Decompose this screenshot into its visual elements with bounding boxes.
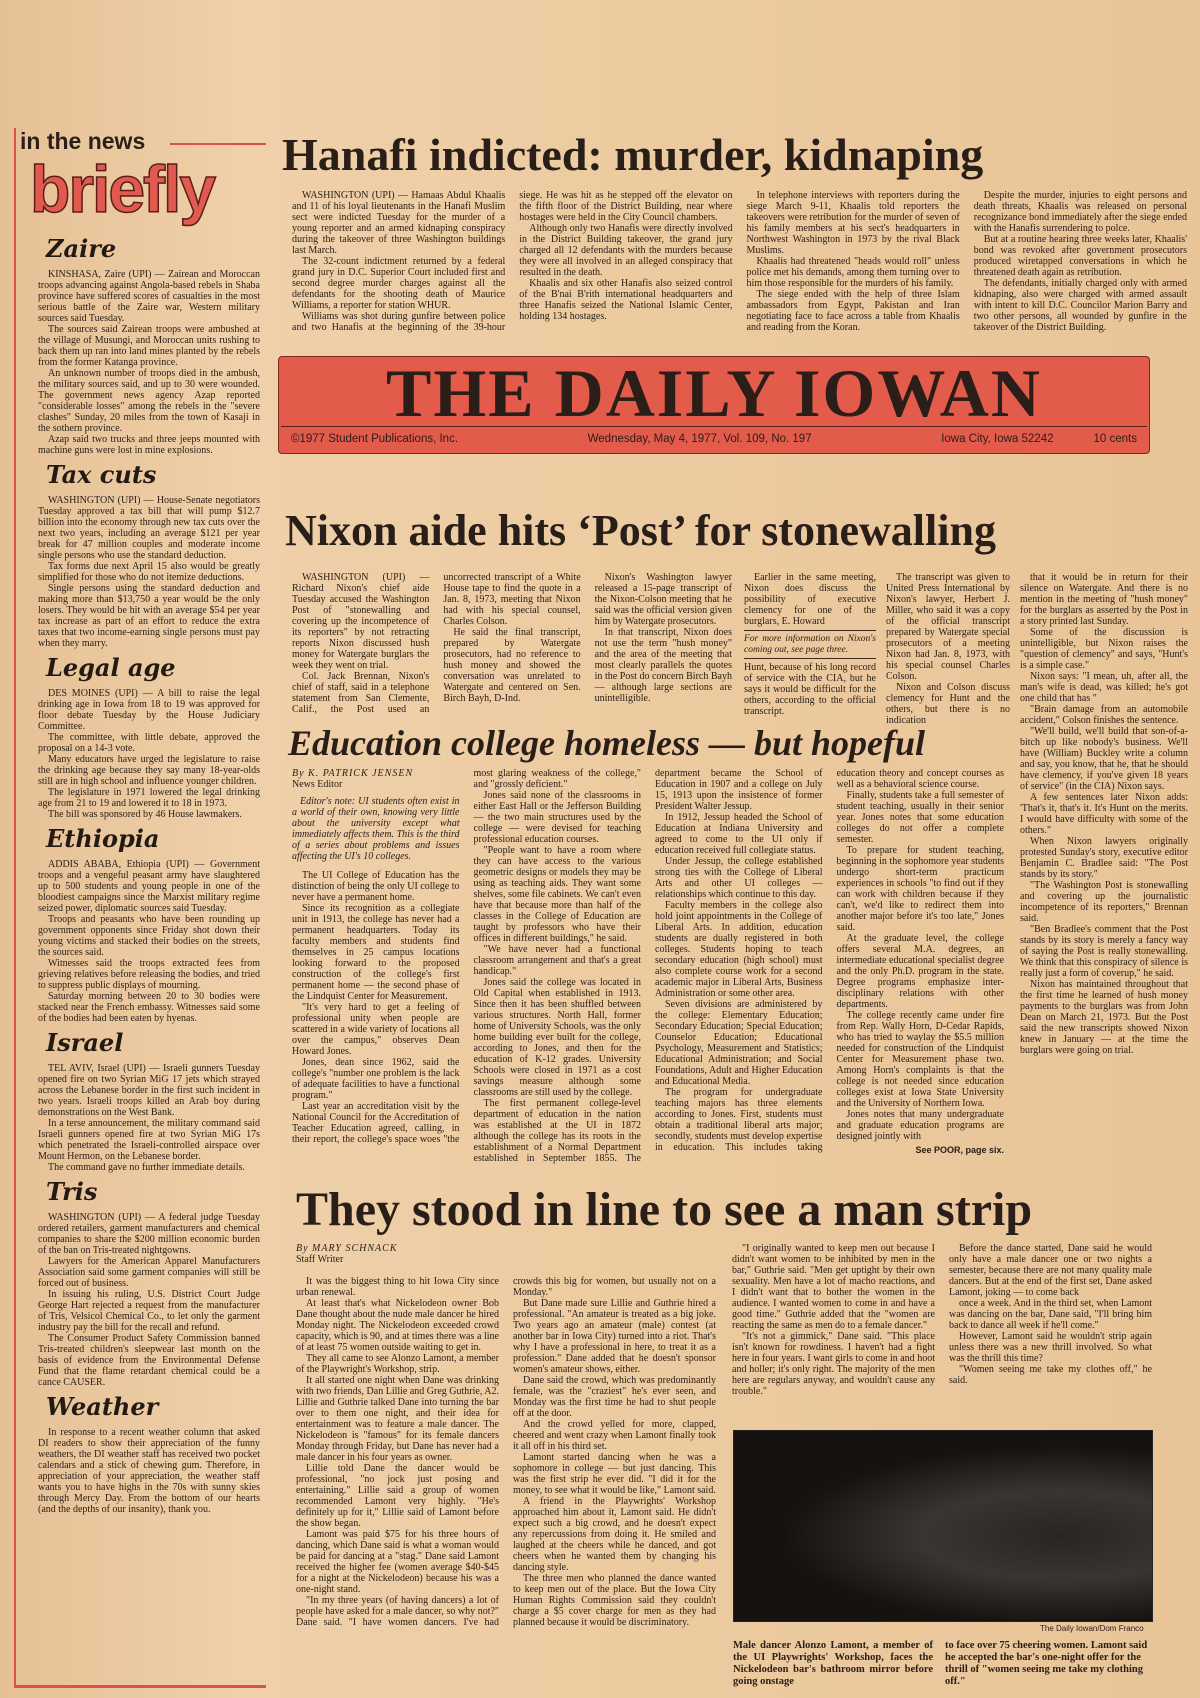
education-byline-title: News Editor [292,779,343,790]
education-article [292,768,1004,1164]
paragraph: "I originally wanted to keep men out because I didn't want women to be inhibited by men in the bar," Guthrie said. "Men get uptight by their own sexuality. Men have a lot of macho reactions, and I didn't want that to bother the women in the audience. I wanted women to come in and have a good time." Guthrie added that the "women are reacting the same as men do to a female dancer." [732,1243,935,1331]
paragraph: The first permanent college-level department of education in the nation was established at the UI in 1872 although the college has its roots in the establishment of a Normal Department established in September 1855. The department became the School of Education in 1907 and a college on July 15, 1913 upon the insistence of former President Walter Jessup. [473,768,823,1164]
strip-byline-title: Staff Writer [296,1254,344,1265]
paragraph: Dane said the crowd, which was predominantly female, was the "craziest" he's ever seen, and Monday was the first time he had to shut people off at the door. [513,1375,716,1419]
paragraph: "Ben Bradlee's comment that the Post stands by its story is merely a fancy way of saying the Post is really stonewalling. We think that this conspiracy of silence is really just a form of coverup," he said. [1020,924,1188,979]
paragraph: Nixon has maintained throughout that the first time he learned of hush money payments to the burglars was from John Dean on March 21, 1973. But the Post said the new transcripts showed Nixon knew in January — at the time the burglars were going on trial. [1020,979,1188,1056]
paragraph: Faculty members in the college also hold joint appointments in the College of Liberal Arts. In addition, education students are dually registered in both colleges. Students hoping to teach secondary education (high school) must also complete course work for a second academic major in Liberal Arts, Business Administration or some other area. [655,900,823,999]
paragraph: that it would be in return for their silence on Watergate. And there is no mention in the meeting of "hush money" for the burglars as asserted by the Post in a story printed last Sunday. [1020,572,1188,627]
hanafi-headline: Hanafi indicted: murder, kidnaping [282,129,984,180]
paragraph: Many educators have urged the legislature to raise the drinking age because they say many 18-year-olds still are in high school and influence younger children. [38,754,260,787]
paragraph: WASHINGTON (UPI) — Hamaas Abdul Khaalis and 11 of his loyal lieutenants in the Hanafi Muslim sect were indicted Tuesday for the murder of a young reporter and an armed kidnaping conspiracy during the takeover of three Washington buildings last March. [292,190,506,256]
photo-male-dancer [733,1430,1153,1622]
paragraph: But at a routine hearing three weeks later, Khaalis' bond was revoked after government prosecutors produced wiretapped conversations in which he threatened death again as retribution. [973,234,1187,278]
paragraph: Jones said none of the classrooms in either East Hall or the Jefferson Building — the two main structures used by the college — were devised for teaching professional education courses. [473,790,641,845]
sidebar-title: briefly [30,152,215,226]
brief-story [38,269,260,456]
paragraph: Some of the discussion is unintelligible, but Nixon raises the "question of clemency" and says, "Hunt's is a simple case." [1020,627,1188,671]
paragraph: Although only two Hanafis were directly involved in the District Building takeover, the grand jury charged all 12 defendants with the murders because they were all involved in an alleged conspiracy that resulted in the death. [519,223,733,278]
paragraph: They all came to see Alonzo Lamont, a member of the Playwright's Workshop, strip. [296,1353,499,1375]
masthead-copyright: ©1977 Student Publications, Inc. [291,433,459,445]
paragraph: KINSHASA, Zaire (UPI) — Zairean and Moroccan troops advancing against Angola-based rebels in Shaba province have suffered scores of casualties in the most serious battle of the Zaire war, Western military sources said Tuesday. [38,269,260,324]
strip-article-end [732,1243,1152,1397]
paragraph: The UI College of Education has the distinction of being the only UI college to never have a permanent home. [292,870,460,903]
paragraph: Since its recognition as a collegiate unit in 1913, the college has never had a permanent headquarters. Today its faculty members and students find themselves in 25 campus locations looking forward to the proposed construction of the college's first permanent home — the second phase of the Lindquist Center for Measurement. [292,903,460,1002]
paragraph: The command gave no further immediate details. [48,1162,245,1173]
paragraph: Saturday morning between 20 to 30 bodies were stacked near the French embassy. Witnesses said some of the bodies had been eaten by hyenas. [38,991,260,1024]
brief-heading: Legal age [46,653,176,682]
paragraph: "We'll build, we'll build that son-of-a-bitch up like nobody's business. We'll have (William) Buckley write a column and say, you know, that he, that he should have clemency, if you've given 18 years of service" (in the CIA) Nixon says. [1020,726,1188,792]
paragraph: When Nixon lawyers originally protested Sunday's story, executive editor Benjamin C. Bradlee said: "The Post stands by its story." [1020,836,1188,880]
paragraph: In issuing his ruling, U.S. District Court Judge George Hart rejected a request from the manufacturer of Tris, Velsicol Chemical Co., to let only the garment industry pay the bill for the recall and refund. [38,1289,260,1333]
nixon-continued [744,572,876,627]
paragraph: Nixon and Colson discuss clemency for Hunt and the others, but there is no indication [886,682,1010,726]
paragraph: The committee, with little debate, approved the proposal on a 14-3 vote. [38,732,260,754]
editors-note: Editor's note: UI students often exist in a world of their own, knowing very little about the university except what immediately affects them. This is the third of a series about problems and issues affecting the UI's 10 colleges. [292,796,460,862]
masthead [278,356,1150,454]
divider [744,630,876,631]
paragraph: In a terse announcement, the military command said Israeli gunners opened fire at two Syrian MiG 17s which penetrated the Israeli-controlled airspace over Mount Hermon, on the Lebanese border. [38,1118,260,1162]
paragraph: Under Jessup, the college established strong ties with the College of Liberal Arts and other UI colleges — relationships which continue to this day. [655,856,823,900]
paragraph: "Brain damage from an automobile accident," Colson finishes the sentence. [1020,704,1188,726]
nixon-headline: Nixon aide hits ‘Post’ for stonewalling [285,506,996,555]
paragraph: once a week. And in the third set, when Lamont was dancing on the bar, Dane said, "I'll bring him back to dance all week if he'll come." [949,1298,1152,1331]
paragraph: In that transcript, Nixon does not use the term "hush money" and the area of the meeting that most clearly parallels the quotes in the Post do concern Birch Bayh — although large sections are unintelligible. [594,627,732,704]
brief-story [38,1212,260,1388]
nixon-article-part3 [886,572,1010,726]
education-byline: By K. PATRICK JENSEN [292,768,414,779]
paragraph: The sources said Zairean troops were ambushed at the village of Musungi, and Moroccan units rushing to back them up ran into land mines planted by the rebels from the former Katanga province. [38,324,260,368]
brief-story [38,1427,260,1515]
kicker-rule [170,143,266,145]
nixon-sidenote: For more information on Nixon's coming out, see page three. [744,634,876,655]
nixon-article-part2 [744,572,876,717]
paragraph: It all started one night when Dane was drinking with two friends, Dan Lillie and Greg Guthrie, A2. Lillie and Guthrie talked Dane into turning the bar over to them one night, and their idea for entertainment was to feature a male dancer. The Nickelodeon is "famous" for its female dancers Monday through Friday, but Dane has never had a male dancer in his four years as owner. [296,1375,500,1463]
paragraph: However, Lamont said he wouldn't strip again unless there was a new thrill involved. So what was the thrill this time? [949,1331,1152,1364]
paragraph: Despite the murder, injuries to eight persons and death threats, Khaalis was released on personal recognizance bond immediately after the siege ended with the Hanafis surrendering to polce. [973,190,1187,234]
strip-byline: By MARY SCHNACK [296,1243,398,1254]
brief-heading: Tris [46,1177,98,1206]
photo-caption-right: to face over 75 cheering women. Lamont said he accepted the bar's one-night offer for the thrill of "women seeing me take my clothing off." [945,1640,1148,1687]
paragraph: In telephone interviews with reporters during the siege March 9-11, Khaalis told reporters the takeovers were retribution for the murder of seven of his family members at his sect's headquarters in Northwest Washington in 1973 by the rival Black Muslims. [746,190,960,256]
paragraph: Last year an accreditation visit by the National Council for the Accreditation of Teacher Education agreed, calling, in their report, the college's space woes "the most glaring weakness of the college," and "grossly deficient." [292,768,641,1145]
paragraph: Nixon's Washington lawyer released a 15-page transcript of the Nixon-Colson meeting that he said was the official version given him by Watergate prosecutors. [594,572,732,627]
hanafi-article [292,190,1187,333]
paragraph: The Consumer Product Safety Commission banned Tris-treated children's sleepwear last month on the basis of evidence from the Environmental Defense Fund that the flame retardant chemical could be a cance CAUSER. [38,1333,260,1388]
paragraph: Hunt, because of his long record of service with the CIA, but he says it would be difficult for the others, according to the official transcript. [744,662,876,717]
paragraph: Witnesses said the troops extracted fees from grieving relatives before releasing the bodies, and tried to suppress public displays of mourning. [38,958,260,991]
paragraph: In 1912, Jessup headed the School of Education at Indiana University and agreed to come to the UI only if education received full collegiate status. [655,812,823,856]
paragraph: Khaalis and six other Hanafis also seized control of the B'nai B'rith international headquarters and three Hanafis seized the National Islamic Center, holding 134 hostages. [519,278,733,322]
masthead-dateline: Wednesday, May 4, 1977, Vol. 109, No. 197 [587,433,812,445]
paragraph: Earlier in the same meeting, Nixon does discuss the possibility of executive clemency for one of the burglars, E. Howard [744,572,876,627]
paragraph: The college recently came under fire from Rep. Wally Horn, D-Cedar Rapids, who has tried to waylay the $5.5 million needed for construction of the Lindquist Center for Measurement phase two. Among Horn's complaints is that the college is not needed since education colleges exist at Iowa State University and the University of Northern Iowa. [836,1010,1004,1109]
paragraph: The legislature in 1971 lowered the legal drinking age from 21 to 19 and lowered it to 18 in 1973. [38,787,260,809]
nixon-article-part1 [292,572,732,715]
paragraph: The siege ended with the help of three Islam ambassadors from Egypt, Pakistan and Iran negotiating face to face across a table from Khaalis and reading from the Koran. [746,289,960,333]
education-headline: Education college homeless — but hopeful [288,723,926,763]
paragraph: Jones said the college was located in Old Capital when established in 1913. Since then it has been shuffled between various structures. North Hall, former home of University Schools, was the only home building ever built for the college, according to Jones, and then for the education of K-12 grades. University Schools were closed in 1971 as a cost savings measure although some classrooms are still used by the college. [473,977,641,1098]
nixon-article-part4 [1020,572,1188,1056]
divider [744,658,876,659]
paragraph: The transcript was given to United Press International by Nixon's lawyer, Herbert J. Miller, who said it was a copy of the official transcript prepared by Watergate special prosecutors of a meeting Nixon had Jan. 8, 1973, with his special counsel Charles Colson. [886,572,1010,682]
masthead-right [941,433,1137,445]
paragraph: Finally, students take a full semester of student teaching, usually in their senior year. Jones notes that some education colleges do not offer a complete semester. [836,790,1004,845]
paragraph: To prepare for student teaching, beginning in the sophomore year students undergo short-term practicum experiences in schools "to find out if they can work with children because if they can't, we'd like to redirect them into another major before it's too late," Jones said. [836,845,1004,933]
paragraph: WASHINGTON (UPI) — House-Senate negotiators Tuesday approved a tax bill that will pump $12.7 billion into the economy through new tax cuts over the next two years, including an average $121 per year break for 47 million couples and moderate income single persons who use the standard deduction. [38,495,260,561]
strip-article [296,1276,716,1628]
paragraph: Troops and peasants who have been rounding up government opponents since Friday shot down their young victims and stacked their bodies on the streets, the sources said. [38,914,260,958]
paragraph: In response to a recent weather column that asked DI readers to show their appreciation of the funny weathers, the DI weather staff has received two pocket calendars and a stick of chewing gum. Therefore, in appreciation of your appreciation, the weather staff wants you to have highs in the 70s with sunny skies through Mercy Day. From the bottom of our hearts (and the depths of our insanity), thank you. [38,1427,260,1515]
paragraph: ADDIS ABABA, Ethiopia (UPI) — Government troops and a vengeful peasant army have slaughtered up to 500 students and young people in one of the bloodiest campaigns since the Marxist military regime seized power, diplomatic sources said Tuesday. [38,859,260,914]
masthead-title: THE DAILY IOWAN [385,355,1042,431]
paragraph: The bill was sponsored by 46 House lawmakers. [48,809,242,820]
paragraph: "It's not a gimmick," Dane said. "This place isn't known for rowdiness. I haven't had a fight here in four years. I want girls to come in and hoot and holler; it's only right. The majority of the men here are regulars anyway, and wouldn't cause any trouble." [732,1331,935,1397]
brief-heading: Ethiopia [46,824,160,853]
paragraph: Before the dance started, Dane said he would only have a male dancer one or two nights a semester, because there are not many quality male dancers. But at the end of the first set, Dane asked Lamont, joking — to come back [949,1243,1152,1298]
paragraph: DES MOINES (UPI) — A bill to raise the legal drinking age in Iowa from 18 to 19 was approved for floor debate Tuesday by the House Judiciary Committee. [38,688,260,732]
paragraph: The 32-count indictment returned by a federal grand jury in D.C. Superior Court included first and second degree murder charges against all the defendants for the shooting death of Maurice Williams, a reporter for station WHUR. [292,256,506,311]
paragraph: Lawyers for the American Apparel Manufacturers Association said some garment companies will still be forced out of business. [38,1256,260,1289]
strip-byline-block [296,1243,496,1265]
paragraph: Nixon says: "I mean, uh, after all, the man's wife is dead, was killed; he's got one child that has " [1020,671,1188,704]
brief-heading: Tax cuts [46,460,157,489]
paragraph: "In my three years (of having dancers) a lot of people have asked for a male dancer, so why not?" Dane said. "I have women dancers. I've had crowds this big for women, but usually not on a Monday." [296,1276,716,1628]
brief-heading: Zaire [46,234,117,263]
paragraph: Seven divisions are administered by the college: Elementary Education; Secondary Education; Special Education; Counselor Education; Educational Psychology, Measurement and Statistics; Educational Administration; and Social Foundations, Adult and Higher Education and Educational Media. [655,999,823,1087]
sidebar-kicker: in the news [20,128,146,154]
paragraph: "People want to have a room where they can have access to the various geometric designs or models they may be using as teaching aids. They want some shelves, some file cabinets. We can't even have that because more than half of the classes in the College of Education are taught by professors who have their offices in different buildings," he said. [473,845,641,944]
paragraph: Single persons using the standard deduction and making more than $13,750 a year would be the only losers. They would be hit with an average $54 per year tax increase as part of an effort to reduce the extra taxes that two income-earning single persons must pay when they marry. [38,583,260,649]
paragraph: Jones, dean since 1962, said the college's "number one problem is the lack of adequate facilities to have a functional program." [292,1057,460,1101]
strip-headline: They stood in line to see a man strip [296,1183,1033,1236]
paragraph: Jones notes that many undergraduate and graduate education programs are designed jointly with [836,1109,1004,1142]
paragraph: "Women seeing me take my clothes off," he said. [949,1364,1152,1386]
brief-story [38,495,260,649]
brief-story [38,859,260,1024]
paragraph: Azap said two trucks and three jeeps mounted with machine guns were lost in mine explosions. [38,434,260,456]
masthead-location: Iowa City, Iowa 52242 [941,433,1054,445]
paragraph: He said the final transcript, prepared by Watergate prosecutors, had no reference to hush money and showed the conversation was unrelated to Watergate and centered on Sen. Birch Bayh, D-Ind. [443,627,581,704]
education-jump-link[interactable]: See POOR, page six. [915,1145,1004,1155]
paragraph: At least that's what Nickelodeon owner Bob Dane thought about the nude male dancer he hired Monday night. The Nickelodeon exceeded crowd capacity, which is 90, and at times there was a line of at least 75 women outside waiting to get in. [296,1298,499,1353]
paragraph: The program for undergraduate teaching majors has three elements according to Jones. First, students must obtain a traditional liberal arts major; secondly, students must develop expertise in education. This includes taking education theory and concept courses as well as a behavioral science course. [655,768,1004,1153]
brief-heading: Israel [46,1028,124,1057]
paragraph: An unknown number of troops died in the ambush, the military sources said, and up to 30 were wounded. The government news agency Azap reported "considerable losses" among the rebels in the "severe clashes" Sunday, 20 miles from the town of Kasaji in the sothern province. [38,368,260,434]
nixon-hunt-paragraph [744,662,876,717]
brief-story [38,1063,260,1173]
paragraph: WASHINGTON (UPI) — Richard Nixon's chief aide Tuesday accused the Washington Post of "stonewalling and covering up the incompetence of its reporters" by not retracting reports Nixon discussed hush money for Watergate burglars the week they went on trial. [292,572,430,671]
paragraph: Col. Jack Brennan, Nixon's chief of staff, said in a telephone statement from San Clemente, Calif., the Post used an uncorrected transcript of a White House tape to find the quote in a Jan. 8, 1973, meeting that Nixon had with his special counsel, Charles Colson. [292,572,581,715]
paragraph: Tax forms due next April 15 also would be greatly simplified for those who do not itemize deductions. [38,561,260,583]
paragraph: A friend in the Playwrights' Workshop approached him about it, Lamont said. He didn't expect such a big crowd, and he doesn't expect any repercussions from doing it. He smiled and laughed at the cheers while he danced, and got cheers when he wanted them by changing his dancing style. [513,1496,716,1573]
brief-story [38,688,260,820]
paragraph: The defendants, initially charged only with armed kidnaping, also were charged with armed assault with intent to kill D.C. Councilor Marion Barry and two other persons, all wounded by gunfire in the takeover of the District Building. [973,278,1187,333]
paragraph: Khaalis had threatened "heads would roll" unless police met his demands, among them turning over to him those responsible for the murders of his family. [746,256,960,289]
photo-credit: The Daily Iowan/Dom Franco [1040,1624,1144,1633]
paragraph: The three men who planned the dance wanted to keep men out of the place. But the Iowa City Human Rights Commission said they couldn't charge a $5 cover charge for men as they had planned because it would be discriminatory. [513,1573,716,1628]
paragraph: "The Washington Post is stonewalling and covering up the journalistic incompetence of its reporters," Brennan said. [1020,880,1188,924]
paragraph: Lamont started dancing when he was a sophomore in college — but just dancing. This was the first strip he ever did. "I did it for the money, to see what it would be like," Lamont said. [513,1452,716,1496]
news-briefs [38,232,260,1519]
masthead-price: 10 cents [1093,433,1137,445]
brief-heading: Weather [46,1392,159,1421]
paragraph: "We have never had a functional classroom arrangement and that's a great handicap." [473,944,641,977]
paragraph: But Dane made sure Lillie and Guthrie hired a professional. "An amateur is treated as a big joke. Two years ago an amateur (male) contest (at another bar in Iowa City) turned into a riot. That's why I have a professional in here, to treat it as a profession." Dane added that he doesn't sponsor women's amateur shows, either. [513,1298,716,1375]
paragraph: It was the biggest thing to hit Iowa City since urban renewal. [296,1276,499,1298]
paragraph: Lillie told Dane the dancer would be professional, "no jock just posing and entertaining." Lillie said a group of women recommended Lamont very highly. "He's definitely up for it," Lillie said of Lamont before the show began. [296,1463,499,1529]
paragraph: Lamont was paid $75 for his three hours of dancing, which Dane said is what a woman would be paid for dancing at a "stag." Dane said Lamont received the higher fee (women average $40-$45 for a night at the Nickelodeon) because his was a one-night stand. [296,1529,499,1595]
masthead-info-strip [281,426,1147,451]
photo-caption-left: Male dancer Alonzo Lamont, a member of the UI Playwrights' Workshop, faces the Nickelodeon bar's bathroom mirror before going onstage [733,1640,933,1687]
paragraph: Williams was shot during gunfire between police and two Hanafis at the beginning of the 39-hour siege. He was hit as he stepped off the elevator on the fifth floor of the District Building, near where hostages were held in the City Council chambers. [292,190,733,333]
paragraph: TEL AVIV, Israel (UPI) — Israeli gunners Tuesday opened fire on two Syrian MiG 17 jets which strayed across the Lebanese border in the first such incident in two years. Israeli troops killed an Arab boy during demonstrations on the West Bank. [38,1063,260,1118]
paragraph: WASHINGTON (UPI) — A federal judge Tuesday ordered retailers, garment manufacturers and chemical companies to share the $200 million economic burden of the ban on Tris-treated nightgowns. [38,1212,260,1256]
paragraph: "It's very hard to get a feeling of professional unity when people are scattered in a wide variety of locations all over the campus," observes Dean Howard Jones. [292,1002,460,1057]
paragraph: At the graduate level, the college offers several M.A. degrees, an intermediate educational specialist degree and the only Ph.D. program in the state. Degree programs emphasize inter-disciplinary relations with other departments. [836,933,1004,1010]
paragraph: And the crowd yelled for more, clapped, cheered and went crazy when Lamont finally took it all off in his third set. [513,1419,716,1452]
paragraph: A few sentences later Nixon adds: 'That's it, that's it. It's Hunt on the merits. I would have difficulty with some of the others." [1020,792,1188,836]
